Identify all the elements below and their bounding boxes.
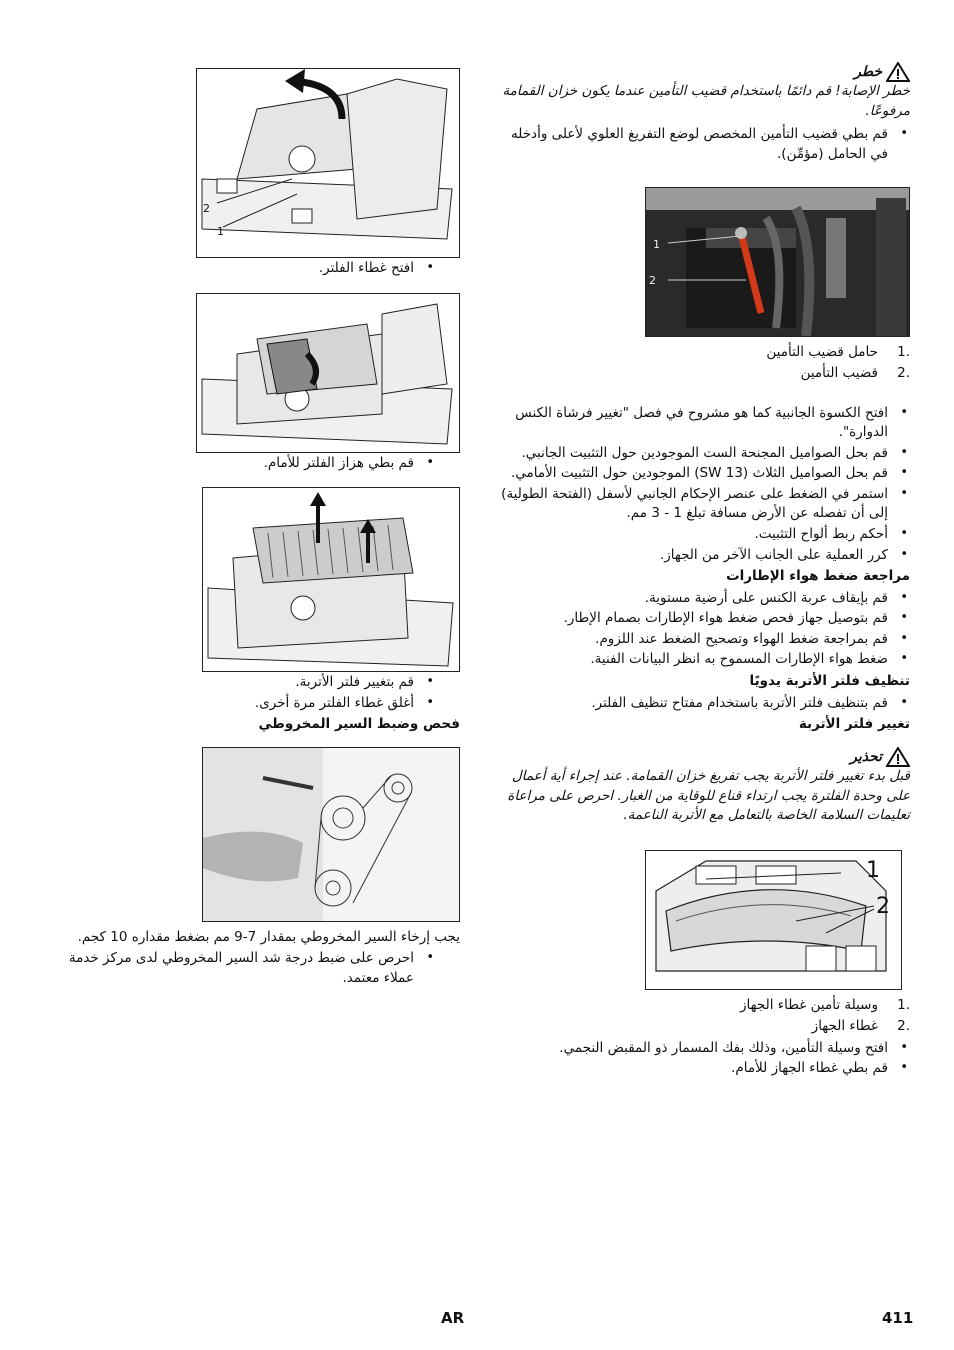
warning-triangle-icon: [886, 747, 910, 767]
replace-filter-drawing: [203, 488, 459, 671]
v-belt-tension-text: يجب إرخاء السير المخروطي بمقدار 7-9 مم بضغط مقداره 10 كجم.: [77, 928, 460, 945]
fig1-label-2: 2: [649, 273, 656, 287]
danger-title-text: خطر: [854, 64, 882, 80]
list-item: • افتح الكسوة الجانبية كما هو مشروح في فصل "تغيير فرشاة الكنس الدوارة".: [490, 404, 910, 443]
danger-warning-text: خطر الإصابة! قم دائمًا باستخدام قضيب التأمين عندما يكون خزان القمامة مرفوعًا.: [502, 83, 910, 119]
list-item: • قم بتنظيف فلتر الأتربة باستخدام مفتاح تنظيف الفلتر.: [490, 694, 910, 714]
legend-item: [490, 343, 910, 363]
footer-language: AR: [441, 1309, 465, 1327]
list-item: • قم بمراجعة ضغط الهواء وتصحيح الضغط عند اللزوم.: [490, 630, 910, 650]
open-cover-drawing: [197, 69, 459, 257]
list-item: • قم بتوصيل جهاز فحص ضغط هواء الإطارات بصمام الإطار.: [490, 609, 910, 629]
left-column: [60, 68, 460, 990]
right-column: [490, 62, 910, 1080]
legend-item: [490, 364, 910, 384]
figure-safety-rod: [645, 187, 910, 337]
figure-open-filter-cover: [196, 68, 460, 258]
list-item: • أغلق غطاء الفلتر مرة أخرى.: [60, 694, 436, 714]
legend-text: غطاء الجهاز: [811, 1018, 878, 1035]
heading-v-belt: فحص وضبط السير المخروطي: [258, 716, 460, 733]
legend-num: 2.: [897, 1018, 910, 1035]
fig1-legend: [490, 343, 910, 384]
list-item: • قم بحل الصواميل الثلاث (SW 13) الموجودين حول التثبيت الأمامي.: [490, 464, 910, 484]
list-item: • قم بتغيير فلتر الأتربة.: [60, 673, 436, 693]
legend-item: [490, 1017, 910, 1037]
fig-cover-label-2: 2: [203, 202, 210, 215]
figure-machine-cover: [645, 850, 902, 990]
bullet-v-belt-service: • احرص على ضبط درجة شد السير المخروطي لدى مركز خدمة عملاء معتمد.: [60, 949, 436, 988]
list-item: • ضغط هواء الإطارات المسموح به انظر البيانات الفنية.: [490, 650, 910, 670]
safety-rod-photo: [646, 188, 909, 336]
heading-clean-filter: تنظيف فلتر الأتربة يدويًا: [749, 672, 910, 689]
list-item: • استمر في الضغط على عنصر الإحكام الجانبي لأسفل (الفتحة الطولية) إلى أن تفصله عن الأرض مسافة تبلغ 1 - 3 مم.: [490, 485, 910, 524]
fig2-legend: [490, 996, 910, 1037]
list-item: • كرر العملية على الجانب الآخر من الجهاز.: [490, 546, 910, 566]
legend-text: وسيلة تأمين غطاء الجهاز: [740, 996, 878, 1013]
fig2-label-2: 2: [876, 893, 890, 919]
legend-num: 1.: [897, 996, 910, 1013]
bullet-fold-frame: • قم بطي هزاز الفلتر للأمام.: [60, 454, 436, 474]
machine-cover-drawing: [646, 851, 901, 989]
heading-tire-pressure: مراجعة ضغط هواء الإطارات: [726, 568, 910, 585]
bullet-open-cover: • افتح غطاء الفلتر.: [60, 259, 436, 279]
legend-text: حامل قضيب التأمين: [766, 343, 878, 360]
figure-filter-shaker: [196, 293, 460, 453]
legend-num: 1.: [897, 343, 910, 360]
caution-title-text: تحذير: [850, 748, 882, 765]
list-item: • افتح وسيلة التأمين، وذلك بفك المسمار ذو المقبض النجمي.: [490, 1039, 910, 1059]
heading-change-filter: تغيير فلتر الأتربة: [798, 716, 910, 733]
filter-shaker-drawing: [197, 294, 459, 452]
list-item: • قم بطي غطاء الجهاز للأمام.: [490, 1059, 910, 1079]
fig2-label-1: 1: [866, 857, 880, 883]
figure-replace-filter: [202, 487, 460, 672]
caution-warning-text: قبل بدء تغيير فلتر الأتربة يجب تفريغ خزان القمامة. عند إجراء أية أعمال على وحدة الفلترة يجب ارتداء قناع للوقاية من الغبار. احرص على مراعاة تعليمات السلامة الخاصة بالتعامل مع الأتربة الناعمة.: [507, 767, 910, 824]
list-item: • قم بحل الصواميل المجنحة الست الموجودين حول التثبيت الجانبي.: [490, 444, 910, 464]
caution-warning-title: [490, 747, 910, 767]
v-belt-drawing: [203, 748, 459, 921]
legend-text: قضيب التأمين: [800, 365, 878, 382]
bullet-insert-rod: • قم بطي قضيب التأمين المخصص لوضع التفريغ العلوي لأعلى وأدخله في الحامل (مؤمِّن).: [490, 125, 910, 164]
figure-v-belt: [202, 747, 460, 922]
list-item: • قم بإيقاف عربة الكنس على أرضية مستوية.: [490, 589, 910, 609]
danger-warning-title: [490, 62, 910, 82]
footer-page-number: 411: [882, 1309, 914, 1327]
fig1-label-1: 1: [653, 237, 660, 251]
list-item: • أحكم ربط ألواح التثبيت.: [490, 525, 910, 545]
warning-triangle-icon: [886, 62, 910, 82]
legend-item: [490, 996, 910, 1016]
fig-cover-label-1: 1: [217, 225, 224, 238]
legend-num: 2.: [897, 365, 910, 382]
